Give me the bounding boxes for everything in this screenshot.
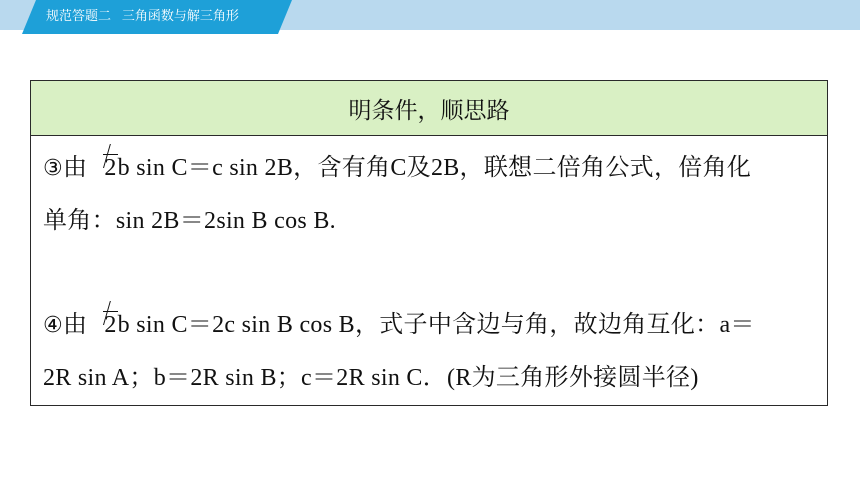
paragraph-4-line-2: 2R sin A；b＝2R sin B；c＝2R sin C．(R为三角形外接圆半径) [43,365,699,391]
paragraph-3-line-1 [43,142,815,195]
sqrt-radicand: 2 [104,155,117,181]
paragraph-4-line-1 [43,299,815,352]
content-panel [30,80,828,406]
paragraph-4 [43,299,815,404]
panel-body [31,142,827,404]
circled-number-3: ③ [43,156,64,181]
paragraph-3-line-2: 单角：sin 2B＝2sin B cos B. [43,208,336,234]
top-header-strip [0,0,860,34]
paragraph-4-line-1-text: b sin C＝2c sin B cos B，式子中含边与角，故边角互化：a＝ [117,312,755,338]
paragraph-4-prefix: 由 [63,312,88,338]
paragraph-3-prefix: 由 [63,155,88,181]
section-tab-label: 规范答题二 三角函数与解三角形 [46,8,239,23]
sqrt-radicand: 2 [104,312,117,338]
sqrt-symbol [87,142,117,194]
paragraph-3 [43,142,815,247]
paragraph-3-line-1-text: b sin C＝c sin 2B，含有角C及2B，联想二倍角公式，倍角化 [117,155,752,181]
panel-title: 明条件，顺思路 [31,81,827,136]
sqrt-symbol [87,299,117,351]
circled-number-4: ④ [43,313,64,338]
